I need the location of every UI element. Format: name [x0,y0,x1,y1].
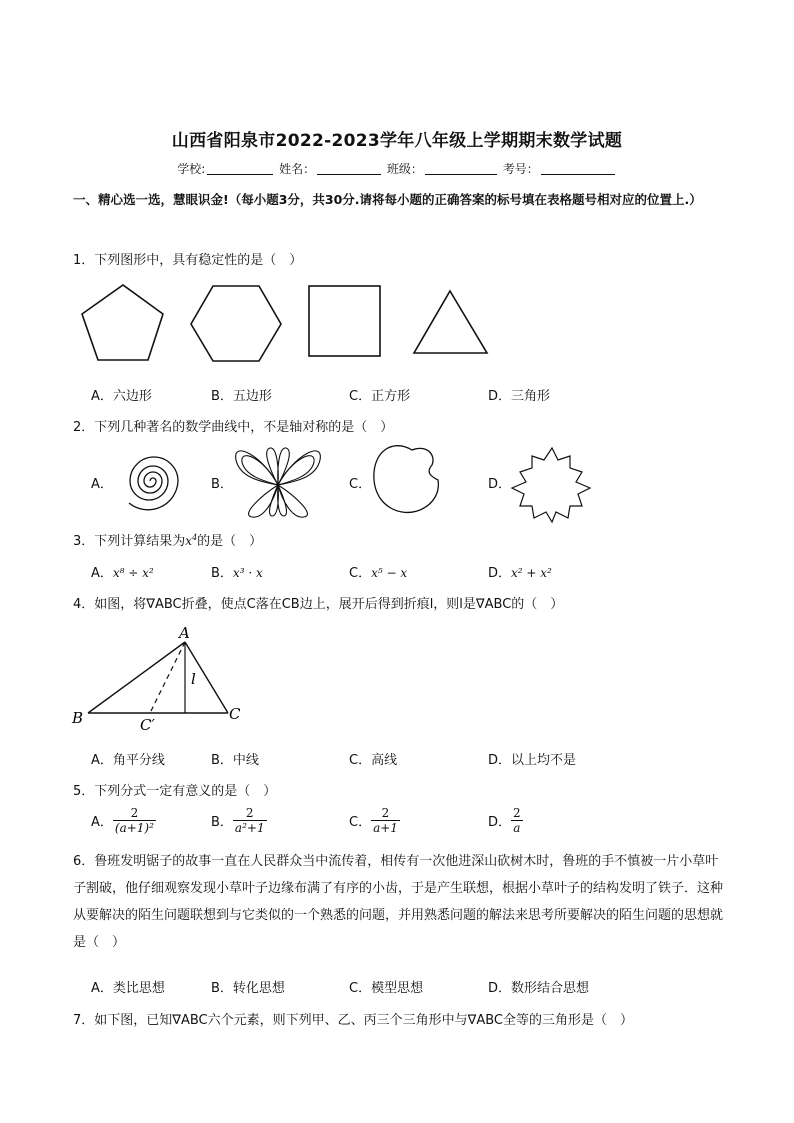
q2-label-d[interactable]: D． [488,477,512,492]
q1-stem: 1．下列图形中，具有稳定性的是（ ） [73,253,303,268]
q3-stem-suffix: 的是（ ） [197,534,263,549]
q1-option-a[interactable]: A．六边形 [91,389,152,404]
q6-stem: 6．鲁班发明锯子的故事一直在人民群众当中流传着，相传有一次他进深山砍树木时，鲁班的手不慎被一片小草叶子割破，他仔细观察发现小草叶子边缘布满了有序的小齿，于是产生联想，根据小草叶子的结构发明了铁子．这种从要解决的陌生问题联想到与它类似的一个熟悉的问题，并用熟悉问题的解法来思考所要解决的陌生问题的思想就是（ ） [73,854,724,950]
section-heading: 一、精心选一选，慧眼识金!（每小题3分，共30分.请将每小题的正确答案的标号填在表格题号相对应的位置上.） [73,192,702,207]
q6-option-d[interactable]: D．数形结合思想 [488,981,590,996]
q6-option-a[interactable]: A．类比思想 [91,981,165,996]
q5-option-b[interactable]: B． $\frac{2}{\text{a²+1}}$ [211,806,265,835]
q2-label-c[interactable]: C． [349,477,372,492]
q4-option-a[interactable]: A．角平分线 [91,753,165,768]
vertex-c-label: C [229,705,241,723]
q4-option-b[interactable]: B．中线 [211,753,259,768]
class-label: 班级： [386,162,423,176]
q3-stem-prefix: 3．下列计算结果为 [73,534,186,549]
name-label: 姓名： [279,162,316,176]
q3-option-c[interactable]: C．x⁵ − x [349,566,408,581]
q5-option-c[interactable]: C． $\frac{2}{a+1}$ [349,806,398,835]
q4-option-c[interactable]: C．高线 [349,753,398,768]
q2-label-a[interactable]: A． [91,477,113,492]
q3-option-d[interactable]: D．x² + x² [488,566,552,581]
q3-option-b[interactable]: B．x³ · x [211,566,263,581]
q4-option-d[interactable]: D．以上均不是 [488,753,577,768]
fold-dashed-line [150,642,185,713]
q6-option-b[interactable]: B．转化思想 [211,981,285,996]
q6-option-c[interactable]: C．模型思想 [349,981,424,996]
q5-option-d[interactable]: D． $\frac{2}{a}$ [488,806,521,835]
q1-option-c[interactable]: C．正方形 [349,389,411,404]
crease-l-label: l [191,670,196,688]
q4-stem: 4．如图，将∇ABC折叠，使点C落在CB边上，展开后得到折痕l，则l是∇ABC的（ ） [73,597,564,612]
q5-stem: 5．下列分式一定有意义的是（ ） [73,784,277,799]
vertex-c-prime-label: C′ [140,716,155,734]
q5-option-a[interactable]: A． $\frac{2}{\text{(a+1)²}}$ [91,806,154,835]
q1-option-b[interactable]: B．五边形 [211,389,272,404]
q7-stem: 7．如下图，已知∇ABC六个元素，则下列甲、乙、丙三个三角形中与∇ABC全等的三角形是（ ） [73,1013,633,1028]
q3-option-a[interactable]: A．x⁸ ÷ x² [91,566,154,581]
vertex-b-label: B [72,709,84,727]
page-title: 山西省阳泉市2022-2023学年八年级上学期期末数学试题 [171,131,623,151]
q3-target-expr: $x^4$ [185,533,198,548]
q1-option-d[interactable]: D．三角形 [488,389,551,404]
q2-label-b[interactable]: B． [211,477,233,492]
school-label: 学校: [177,162,206,176]
vertex-a-label: A [179,624,190,642]
q2-stem: 2．下列几种著名的数学曲线中，不是轴对称的是（ ） [73,420,394,435]
exam-no-label: 考号： [502,162,539,176]
